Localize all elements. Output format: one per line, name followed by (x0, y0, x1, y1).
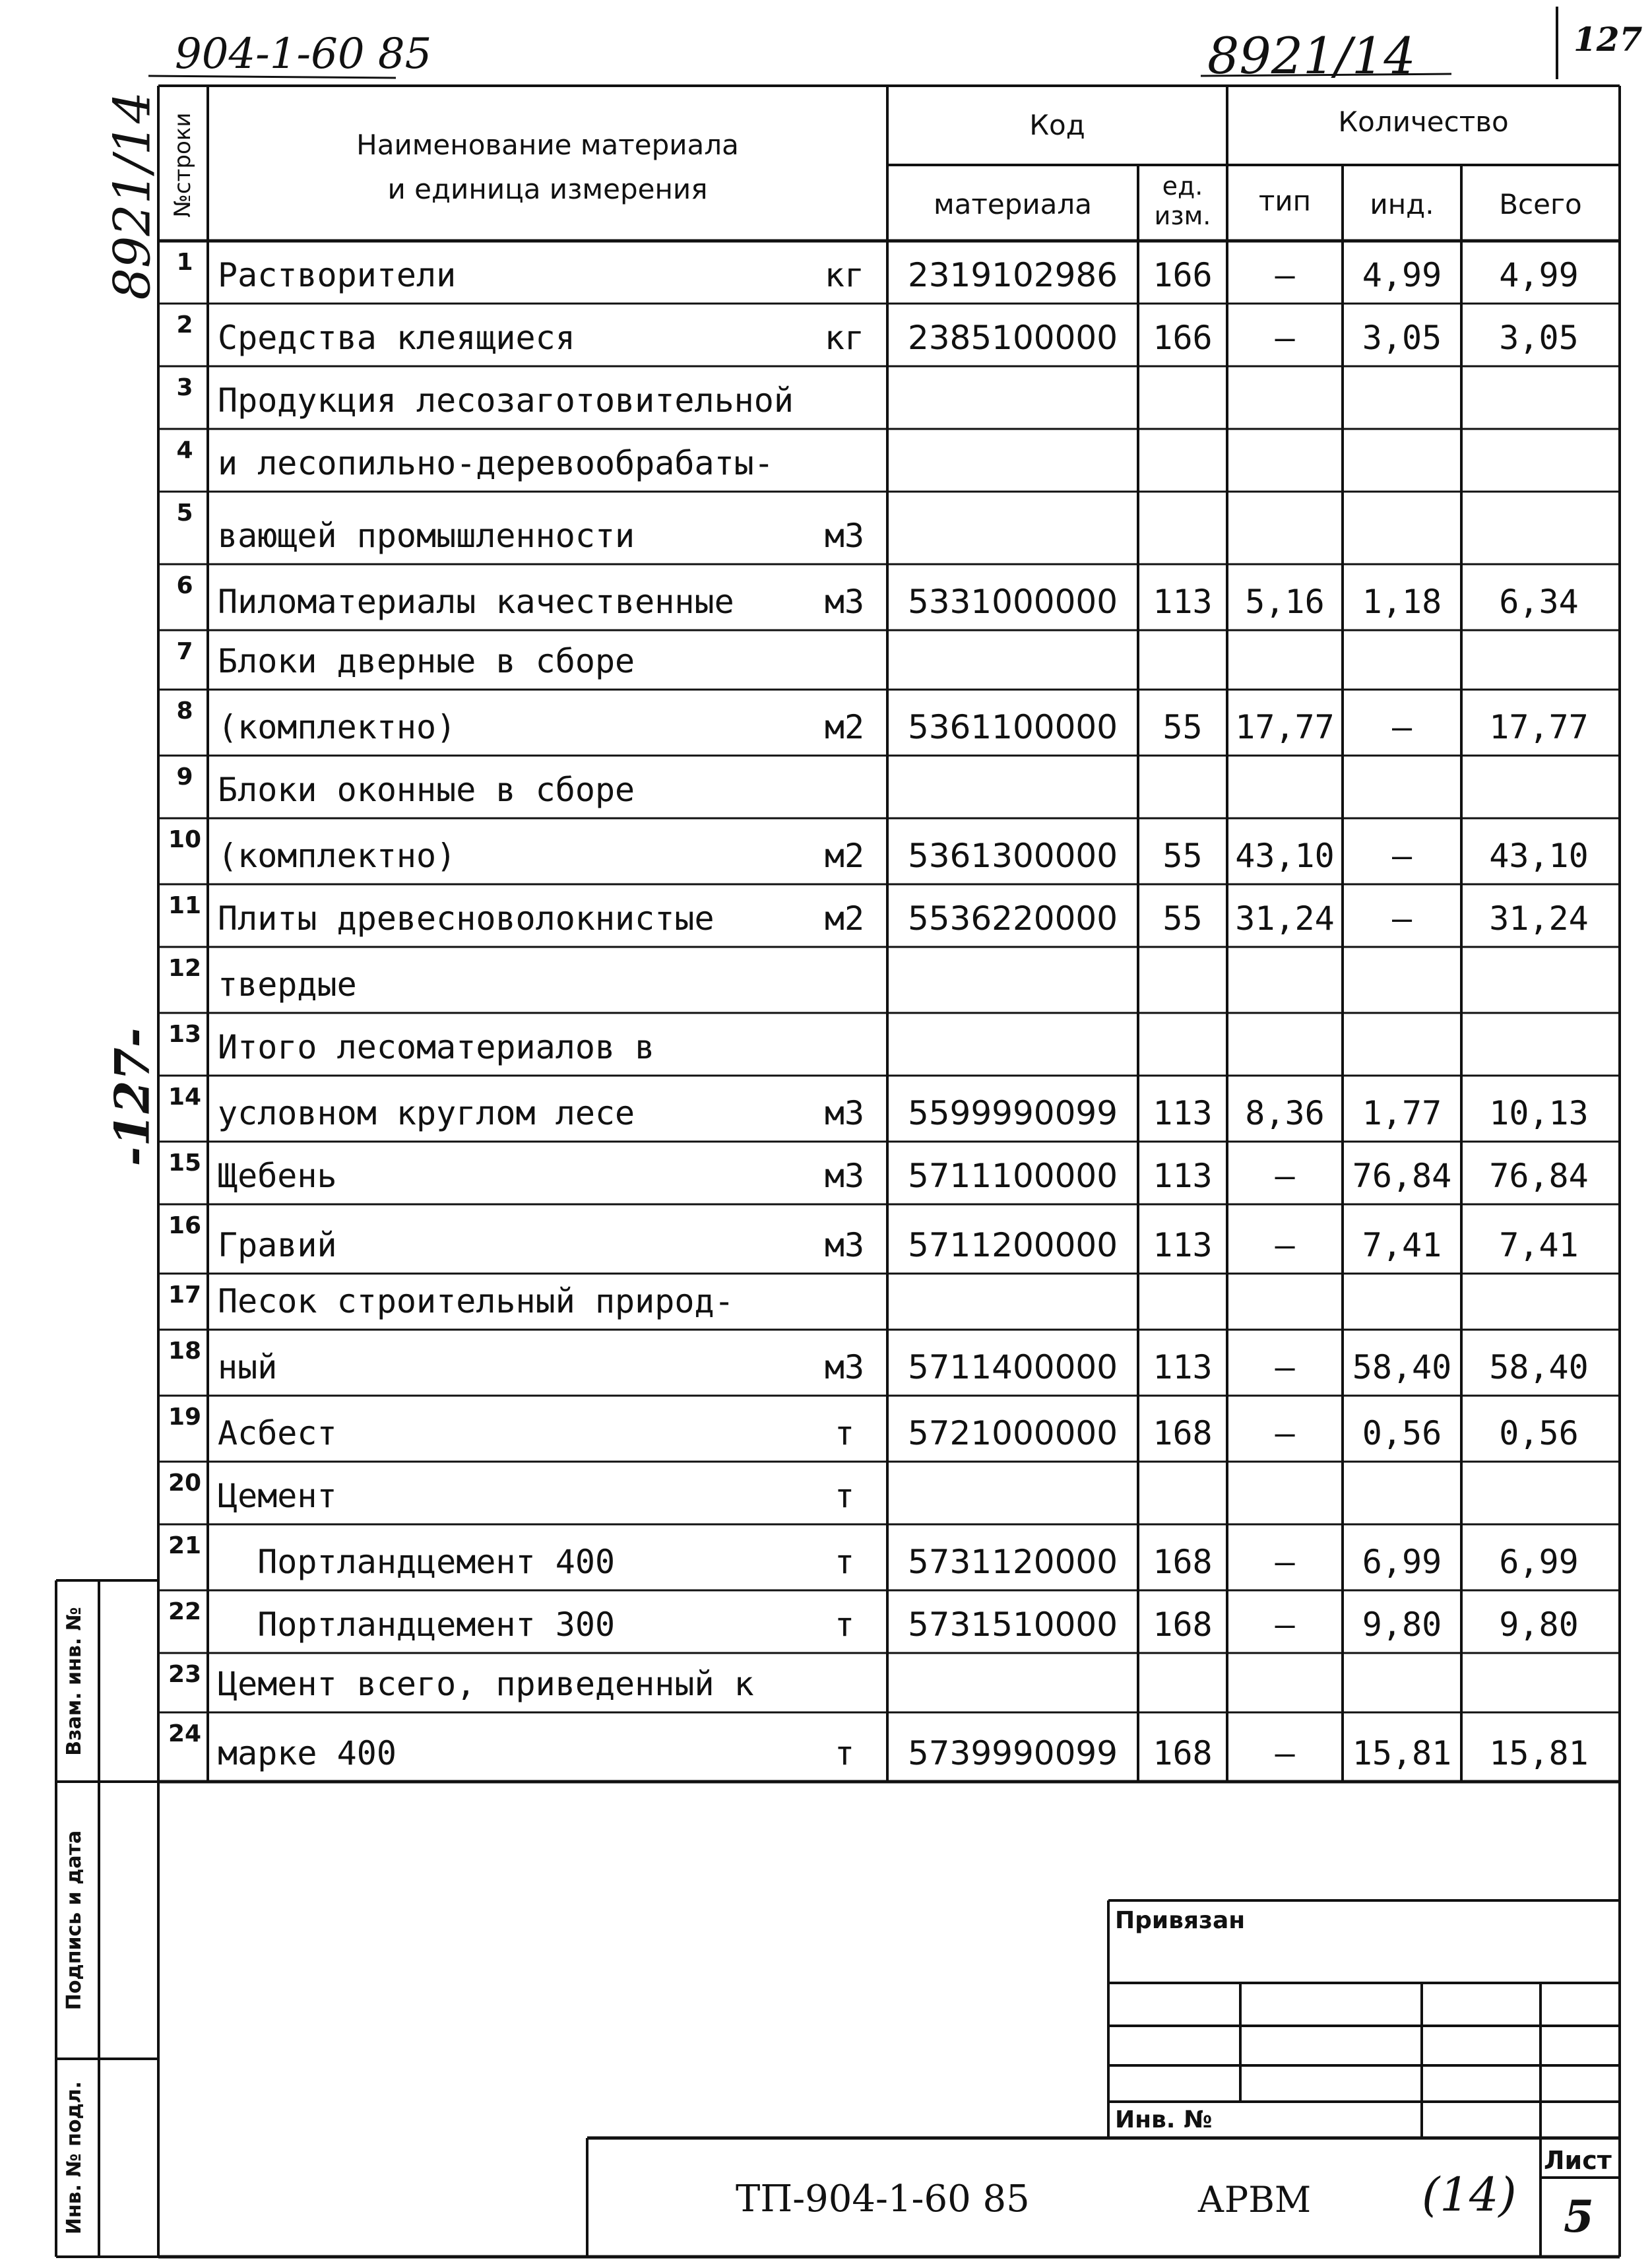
qty-type: – (1275, 1348, 1295, 1386)
qty-type: – (1275, 1414, 1295, 1452)
qty-ind: 1,18 (1362, 583, 1442, 621)
qty-ind: 4,99 (1362, 256, 1442, 294)
material-unit: м3 (824, 1226, 865, 1264)
qty-total: 43,10 (1489, 837, 1589, 875)
qty-total: 4,99 (1499, 256, 1579, 294)
designation: ТП-904-1-60 85 (736, 2178, 1030, 2220)
material-code: 2385100000 (907, 319, 1118, 357)
material-name: (комплектно) (218, 837, 457, 875)
qty-type: 5,16 (1245, 583, 1325, 621)
material-name: Итого лесоматериалов в (218, 1028, 655, 1066)
header-total: Всего (1499, 188, 1582, 220)
sheet-label: Лист (1544, 2146, 1612, 2175)
qty-total: 6,99 (1499, 1543, 1579, 1581)
header-quantity: Количество (1338, 106, 1509, 138)
material-unit: м2 (824, 708, 865, 746)
qty-total: 76,84 (1489, 1157, 1589, 1195)
row-number: 3 (176, 374, 193, 401)
material-name: Цемент (218, 1477, 337, 1515)
material-unit: т (834, 1414, 855, 1452)
unit-code: 166 (1153, 319, 1213, 357)
row-number: 17 (168, 1281, 202, 1309)
unit-code: 168 (1153, 1543, 1213, 1581)
header-name-line2: и единица измерения (387, 173, 708, 205)
material-code: 5331000000 (907, 583, 1118, 621)
header-unit-line1: ед. (1162, 172, 1203, 201)
material-code: 5536220000 (907, 899, 1118, 938)
unit-code: 55 (1162, 708, 1203, 746)
unit-code: 55 (1162, 837, 1203, 875)
qty-total: 15,81 (1489, 1734, 1589, 1772)
material-name: условном круглом лесе (218, 1094, 635, 1132)
material-name: Гравий (218, 1226, 337, 1264)
unit-code: 168 (1153, 1414, 1213, 1452)
unit-code: 113 (1153, 583, 1213, 621)
qty-type: – (1275, 1157, 1295, 1195)
unit-code: 113 (1153, 1094, 1213, 1132)
row-number: 6 (176, 572, 193, 599)
material-name: твердые (218, 965, 357, 1004)
material-name: Блоки оконные в сборе (218, 771, 635, 809)
qty-total: 3,05 (1499, 319, 1579, 357)
qty-total: 58,40 (1489, 1348, 1589, 1386)
material-name: Растворители (218, 256, 457, 294)
material-unit: м3 (824, 1157, 865, 1195)
qty-ind: 0,56 (1362, 1414, 1442, 1452)
material-name: Пиломатериалы качественные (218, 583, 734, 621)
material-unit: т (834, 1543, 855, 1581)
material-name: ный (218, 1348, 278, 1386)
qty-type: 31,24 (1235, 899, 1335, 938)
row-number: 24 (168, 1720, 202, 1747)
material-code: 5711100000 (907, 1157, 1118, 1195)
material-code: 5711200000 (907, 1226, 1118, 1264)
qty-ind: 58,40 (1352, 1348, 1452, 1386)
material-name: марке 400 (218, 1734, 397, 1772)
top-left-code: 904-1-60 85 (175, 30, 432, 79)
material-name: Щебень (218, 1157, 337, 1195)
row-number: 15 (168, 1150, 202, 1177)
material-unit: кг (824, 256, 865, 294)
qty-type: – (1275, 256, 1295, 294)
header-row-no: №строки (170, 112, 196, 218)
material-name: Портландцемент 300 (218, 1605, 616, 1644)
qty-ind: – (1391, 708, 1413, 746)
qty-total: 31,24 (1489, 899, 1589, 938)
material-name: Плиты древесноволокнистые (218, 899, 715, 938)
row-number: 8 (176, 697, 193, 725)
material-code: 5361300000 (907, 837, 1118, 875)
sheet-count: (14) (1422, 2168, 1517, 2222)
row-number: 5 (176, 500, 193, 527)
row-number: 16 (168, 1212, 202, 1239)
material-name: Песок строительный природ- (218, 1282, 734, 1320)
material-name: Средства клеящиеся (218, 319, 575, 357)
material-name: Цемент всего, приведенный к (218, 1665, 754, 1703)
unit-code: 168 (1153, 1605, 1213, 1644)
qty-ind: 6,99 (1362, 1543, 1442, 1581)
left-margin-code: 8921/14 (102, 91, 162, 300)
material-name: Асбест (218, 1414, 337, 1452)
material-unit: м2 (824, 837, 865, 875)
qty-type: – (1275, 1543, 1295, 1581)
material-code: 5711400000 (907, 1348, 1118, 1386)
page-number: 127 (1573, 20, 1643, 59)
material-unit: м3 (824, 583, 865, 621)
qty-ind: 7,41 (1362, 1226, 1442, 1264)
top-right-code: 8921/14 (1207, 26, 1416, 85)
row-number: 18 (168, 1338, 202, 1365)
qty-type: – (1275, 1605, 1295, 1644)
qty-type: 43,10 (1235, 837, 1335, 875)
material-unit: т (834, 1605, 855, 1644)
qty-total: 17,77 (1489, 708, 1589, 746)
row-number: 13 (168, 1021, 202, 1048)
material-unit: м3 (824, 1348, 865, 1386)
material-name: Портландцемент 400 (218, 1543, 616, 1581)
row-number: 2 (176, 311, 193, 339)
unit-code: 113 (1153, 1348, 1213, 1386)
row-number: 9 (176, 763, 193, 791)
header-ind: инд. (1370, 188, 1434, 220)
side-podpis-data: Подпись и дата (63, 1830, 86, 2011)
material-code: 5721000000 (907, 1414, 1118, 1452)
header-code: Код (1029, 109, 1085, 141)
row-number: 4 (176, 437, 193, 464)
material-unit: м2 (824, 899, 865, 938)
material-name: Блоки дверные в сборе (218, 642, 635, 680)
row-number: 20 (168, 1470, 202, 1497)
qty-type: – (1275, 1734, 1295, 1772)
row-number: 21 (168, 1532, 202, 1559)
qty-total: 7,41 (1499, 1226, 1579, 1264)
unit-code: 113 (1153, 1157, 1213, 1195)
material-unit: м3 (824, 1094, 865, 1132)
privyazan-label: Привязан (1115, 1907, 1246, 1934)
material-code: 5361100000 (907, 708, 1118, 746)
row-number: 12 (168, 955, 202, 982)
material-name: вающей промышленности (218, 517, 635, 555)
qty-total: 6,34 (1499, 583, 1579, 621)
left-margin-page: -127- (104, 1027, 160, 1167)
qty-ind: – (1391, 899, 1413, 938)
material-unit: м3 (824, 517, 865, 555)
material-name: (комплектно) (218, 708, 457, 746)
header-code-material: материала (933, 188, 1092, 220)
section-code: АРВМ (1197, 2179, 1312, 2220)
material-code: 5739990099 (907, 1734, 1118, 1772)
material-code: 5599990099 (907, 1094, 1118, 1132)
qty-type: 17,77 (1235, 708, 1335, 746)
qty-type: – (1275, 319, 1295, 357)
row-number: 19 (168, 1404, 202, 1431)
qty-ind: 15,81 (1352, 1734, 1452, 1772)
qty-ind: 3,05 (1362, 319, 1442, 357)
material-code: 2319102986 (907, 256, 1118, 294)
qty-ind: 9,80 (1362, 1605, 1442, 1644)
row-number: 23 (168, 1661, 202, 1688)
unit-code: 113 (1153, 1226, 1213, 1264)
sheet-number: 5 (1564, 2191, 1594, 2242)
row-number: 11 (168, 892, 202, 919)
material-unit: кг (824, 319, 865, 357)
inv-no-label: Инв. № (1115, 2106, 1213, 2133)
material-unit: т (834, 1734, 855, 1772)
side-vzam-inv: Взам. инв. № (63, 1607, 86, 1756)
header-type: тип (1258, 185, 1312, 217)
material-code: 5731510000 (907, 1605, 1118, 1644)
qty-ind: 76,84 (1352, 1157, 1452, 1195)
unit-code: 55 (1162, 899, 1203, 938)
material-code: 5731120000 (907, 1543, 1118, 1581)
qty-type: 8,36 (1245, 1094, 1325, 1132)
qty-ind: 1,77 (1362, 1094, 1442, 1132)
row-number: 14 (168, 1084, 202, 1111)
side-inv-podl: Инв. № подл. (63, 2081, 86, 2235)
header-name-line1: Наименование материала (356, 129, 739, 161)
material-unit: т (834, 1477, 855, 1515)
unit-code: 168 (1153, 1734, 1213, 1772)
unit-code: 166 (1153, 256, 1213, 294)
row-number: 10 (168, 826, 202, 853)
row-number: 22 (168, 1598, 202, 1625)
qty-total: 0,56 (1499, 1414, 1579, 1452)
qty-total: 10,13 (1489, 1094, 1589, 1132)
row-number: 7 (176, 638, 193, 665)
row-number: 1 (176, 249, 193, 276)
header-unit-line2: изм. (1154, 201, 1211, 230)
material-name: и лесопильно-деревообрабаты- (218, 444, 774, 482)
qty-ind: – (1391, 837, 1413, 875)
qty-type: – (1275, 1226, 1295, 1264)
material-name: Продукция лесозаготовительной (218, 381, 794, 420)
qty-total: 9,80 (1499, 1605, 1579, 1644)
